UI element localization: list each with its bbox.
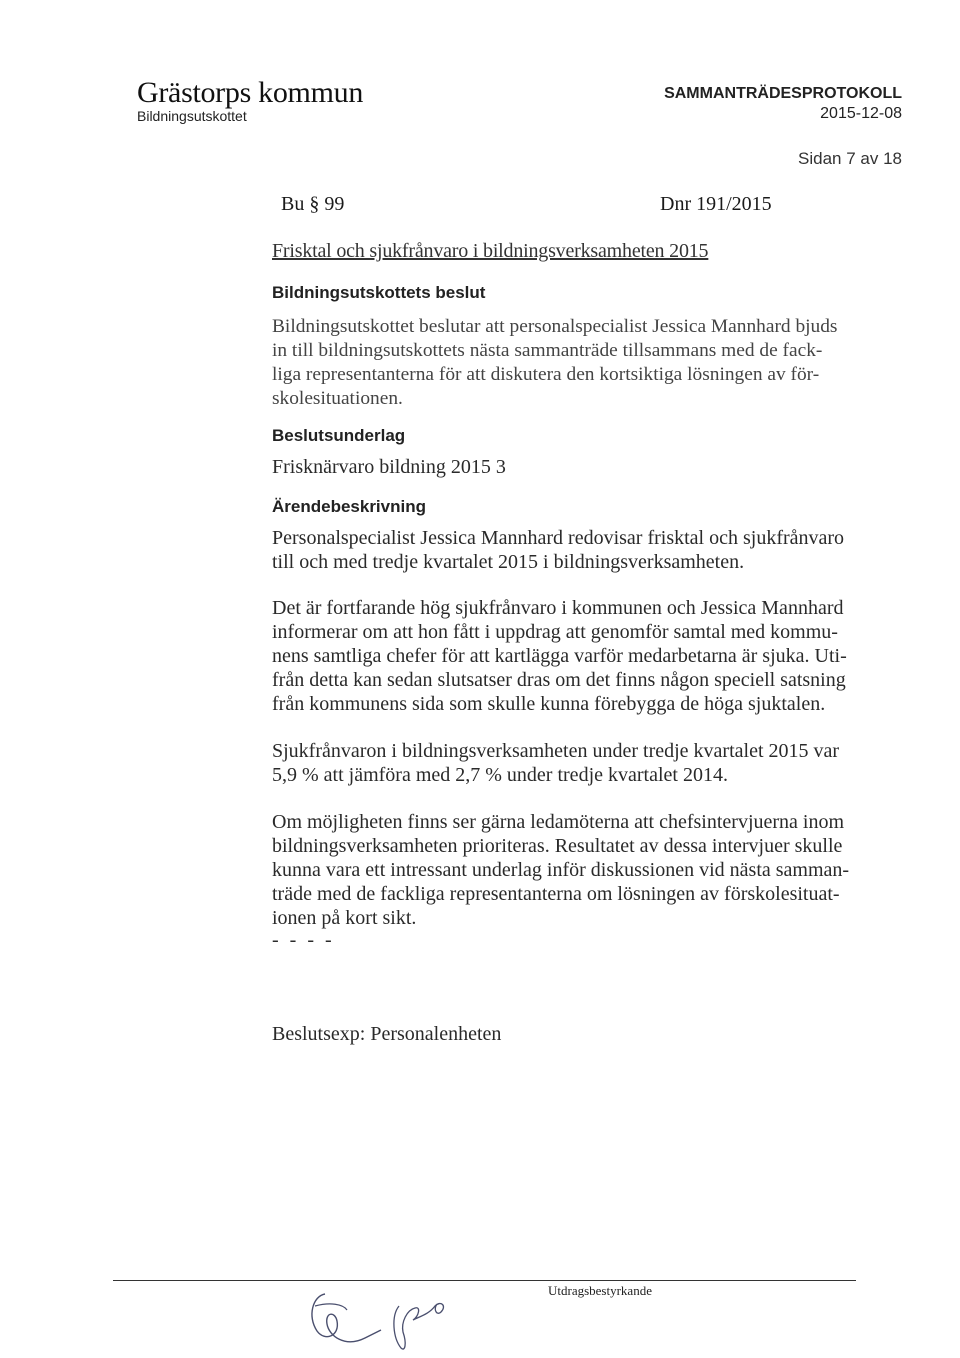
description-paragraph-4 [272,810,850,930]
distribution-note: Beslutsexp: Personalenheten [272,1023,502,1045]
text-line: in till bildningsutskottets nästa sammanträde tillsammans med de fack- [272,340,823,361]
basis-text [272,455,850,479]
page-number: Sidan 7 av 18 [798,149,902,168]
signature-line [113,1280,856,1281]
description-heading: Ärendebeskrivning [272,497,426,516]
description-paragraph-1 [272,526,850,574]
text-line: Personalspecialist Jessica Mannhard redovisar frisktal och sjukfrånvaro [272,527,845,549]
text-line: kunna vara ett intressant underlag inför diskussionen vid nästa samman- [272,859,850,881]
basis-heading: Beslutsunderlag [272,426,406,445]
text-line: träde med de fackliga representanterna om lösningen av förskolesituat- [272,883,840,905]
text-line: Det är fortfarande hög sjukfrånvaro i kommunen och Jessica Mannhard [272,597,844,619]
matter-title: Frisktal och sjukfrånvaro i bildningsverksamheten 2015 [272,240,709,262]
text-line: från detta kan sedan slutsatser dras om det finns någon speciell satsning [272,669,846,691]
section-separator: - - - - [272,929,335,951]
decision-text [272,315,850,411]
text-line: liga representanterna för att diskutera den kortsiktiga lösningen av för- [272,364,820,385]
committee-name: Bildningsutskottet [137,108,247,124]
text-line: bildningsverksamheten prioriteras. Resultatet av dessa intervjuer skulle [272,835,843,857]
text-line: Frisknärvaro bildning 2015 3 [272,456,506,478]
text-line: Sjukfrånvaron i bildningsverksamheten under tredje kvartalet 2015 var [272,740,840,762]
diary-number: Dnr 191/2015 [660,193,772,215]
text-line: informerar om att hon fått i uppdrag att genomför samtal med kommu- [272,621,838,643]
text-line: 5,9 % att jämföra med 2,7 % under tredje kvartalet 2014. [272,764,728,786]
attestation-label: Utdragsbestyrkande [548,1283,652,1298]
paragraph-number: Bu § 99 [281,193,345,215]
text-line: skolesituationen. [272,388,403,409]
document-type: SAMMANTRÄDESPROTOKOLL [664,85,902,102]
handwritten-initials [295,1276,465,1356]
text-line: från kommunens sida som skulle kunna förebygga de höga sjuktalen. [272,693,826,715]
text-line: till och med tredje kvartalet 2015 i bildningsverksamheten. [272,551,745,573]
description-paragraph-3 [272,739,850,787]
decision-heading: Bildningsutskottets beslut [272,283,486,302]
organization-name: Grästorps kommun [137,76,364,109]
text-line: Om möjligheten finns ser gärna ledamöterna att chefsintervjuerna inom [272,811,845,833]
description-paragraph-2 [272,596,850,716]
meeting-date: 2015-12-08 [820,105,902,122]
text-line: nens samtliga chefer för att kartlägga varför medarbetarna är sjuka. Uti- [272,645,847,667]
text-line: Bildningsutskottet beslutar att personalspecialist Jessica Mannhard bjuds [272,316,838,337]
text-line: ionen på kort sikt. [272,907,417,929]
